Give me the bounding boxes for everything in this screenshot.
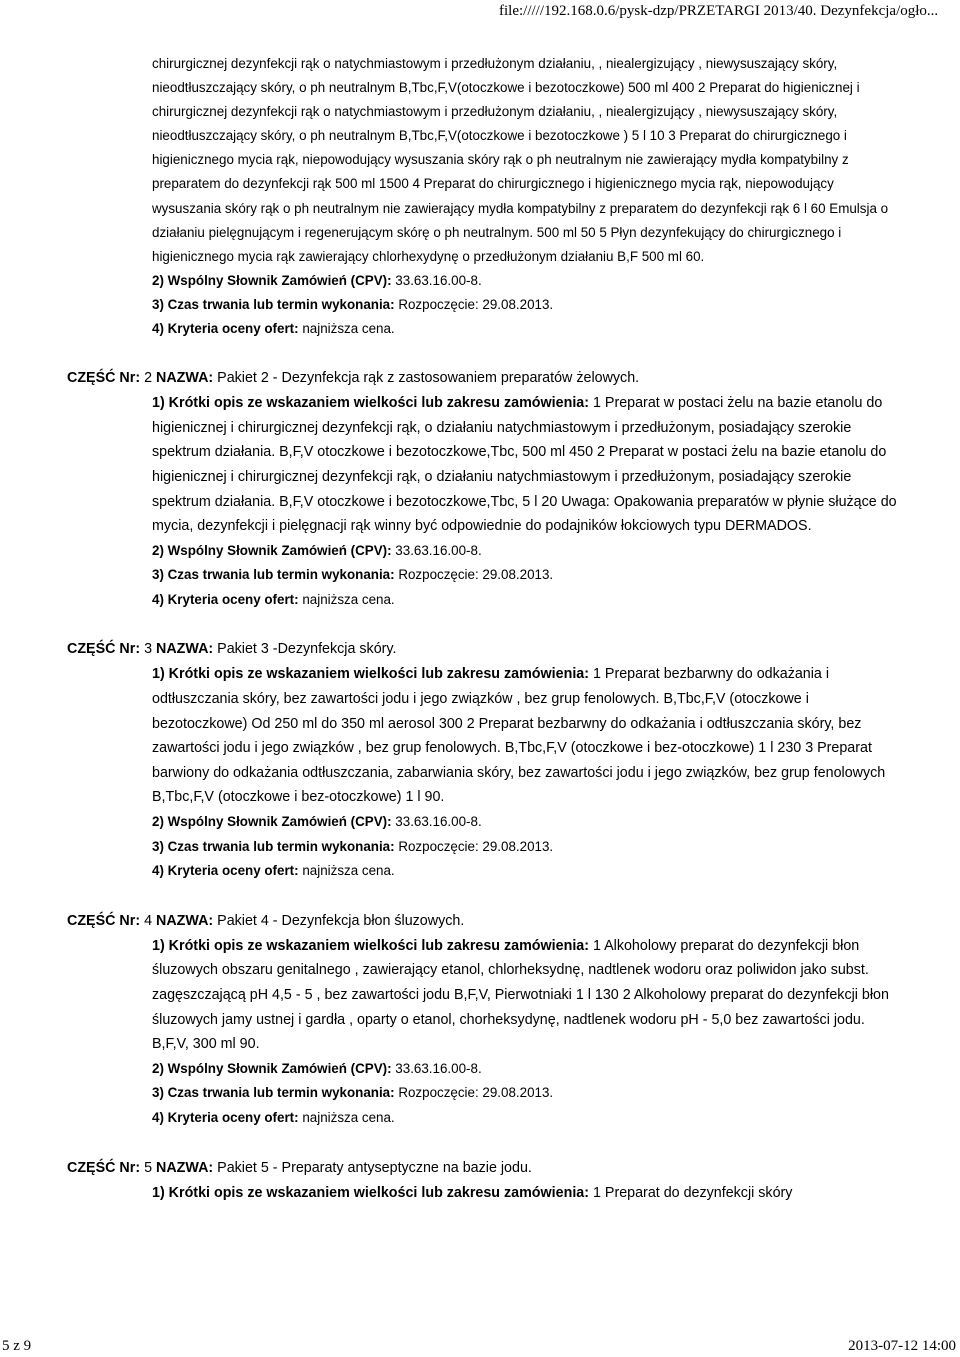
- time-line: [152, 1081, 960, 1106]
- criteria-label: 4) Kryteria oceny ofert:: [152, 1109, 299, 1125]
- cpv-label: 2) Wspólny Słownik Zamówień (CPV):: [152, 542, 392, 558]
- part-number: 3: [144, 641, 153, 658]
- time-label: 3) Czas trwania lub termin wykonania:: [152, 296, 395, 312]
- part-number: 4: [144, 912, 153, 929]
- cpv-label: 2) Wspólny Słownik Zamówień (CPV):: [152, 814, 392, 830]
- criteria-label: 4) Kryteria oceny ofert:: [152, 863, 299, 879]
- cpv-value: 33.63.16.00-8.: [395, 272, 482, 288]
- name-label: NAZWA:: [156, 641, 214, 658]
- name-label: NAZWA:: [156, 912, 214, 929]
- time-value: Rozpoczęcie: 29.08.2013.: [398, 1085, 554, 1101]
- time-label: 3) Czas trwania lub termin wykonania:: [152, 1085, 395, 1101]
- part-label: CZĘŚĆ Nr:: [67, 912, 141, 929]
- page-number: 5 z 9: [2, 1338, 32, 1354]
- desc-label: 1) Krótki opis ze wskazaniem wielkości lub zakresu zamówienia:: [152, 395, 589, 412]
- print-datetime: 2013-07-12 14:00: [848, 1338, 956, 1354]
- part-description: [152, 662, 900, 810]
- criteria-value: najniższa cena.: [302, 1109, 395, 1125]
- criteria-value: najniższa cena.: [302, 863, 395, 879]
- desc-label: 1) Krótki opis ze wskazaniem wielkości lub zakresu zamówienia:: [152, 666, 589, 683]
- part-5: [0, 1156, 960, 1206]
- desc-text: 1 Preparat bezbarwny do odkażania i odtłuszczania skóry, bez zawartości jodu i jego związków , bez grup fenolowych. B,Tbc,F,V (otoczkowe i bezotoczkowe) Od 250 ml do 350 ml aerosol 300 2 Preparat bezbarwny do odkażania i odtłuszczania skóry, bez zawartości jodu i jego związków , bez grup fenolowych. B,Tbc,F,V (otoczkowe i bez-otoczkowe) 1 l 230 3 Preparat barwiony do odkażania odtłuszczania, zabarwiania skóry, bez zawartości jodu i jego związków, bez grup fenolowych B,Tbc,F,V (otoczkowe i bez-otoczkowe) 1 l 90.: [152, 666, 886, 806]
- cpv-label: 2) Wspólny Słownik Zamówień (CPV):: [152, 272, 392, 288]
- desc-label: 1) Krótki opis ze wskazaniem wielkości lub zakresu zamówienia:: [152, 1184, 589, 1201]
- part-name: Pakiet 2 - Dezynfekcja rąk z zastosowaniem preparatów żelowych.: [217, 370, 640, 387]
- part-heading: [67, 366, 960, 391]
- time-label: 3) Czas trwania lub termin wykonania:: [152, 838, 395, 854]
- desc-label: 1) Krótki opis ze wskazaniem wielkości lub zakresu zamówienia:: [152, 937, 589, 954]
- time-value: Rozpoczęcie: 29.08.2013.: [398, 838, 554, 854]
- criteria-label: 4) Kryteria oceny ofert:: [152, 591, 299, 607]
- criteria-line: [152, 859, 960, 884]
- desc-text: 1 Alkoholowy preparat do dezynfekcji błon śluzowych obszaru genitalnego , zawierający etanol, chlorheksydnę, nadtlenek wodoru oraz poliwidon jako subst. zagęszczającą pH 4,5 - 5 , bez zawartości jodu B,F,V, Pierwotniaki 1 l 130 2 Alkoholowy preparat do dezynfekcji błon śluzowych jamy ustnej i gardła , oparty o etanol, chorheksydynę, nadtlenek wodoru pH - 5,0 bez zawartości jodu. B,F,V, 300 ml 90.: [152, 937, 889, 1053]
- time-value: Rozpoczęcie: 29.08.2013.: [398, 567, 554, 583]
- part-label: CZĘŚĆ Nr:: [67, 370, 141, 387]
- cpv-value: 33.63.16.00-8.: [395, 814, 482, 830]
- part-heading: [67, 1156, 960, 1181]
- part-name: Pakiet 5 - Preparaty antyseptyczne na bazie jodu.: [217, 1159, 532, 1176]
- part-number: 5: [144, 1159, 153, 1176]
- part-heading: [67, 909, 960, 934]
- part-description: [152, 1181, 900, 1206]
- criteria-line: [152, 588, 960, 613]
- name-label: NAZWA:: [156, 370, 214, 387]
- file-url-header: file://///192.168.0.6/pysk-dzp/PRZETARGI 2013/40. Dezynfekcja/ogło...: [499, 3, 939, 19]
- document-body: [0, 52, 960, 1205]
- part-name: Pakiet 3 -Dezynfekcja skóry.: [217, 641, 397, 658]
- cpv-value: 33.63.16.00-8.: [395, 1060, 482, 1076]
- part-description: [152, 391, 900, 539]
- part-number: 2: [144, 370, 153, 387]
- criteria-value: najniższa cena.: [302, 591, 395, 607]
- cpv-value: 33.63.16.00-8.: [395, 542, 482, 558]
- part-label: CZĘŚĆ Nr:: [67, 641, 141, 658]
- criteria-label: 4) Kryteria oceny ofert:: [152, 321, 299, 337]
- desc-text: 1 Preparat do dezynfekcji skóry: [592, 1184, 793, 1201]
- name-label: NAZWA:: [156, 1159, 214, 1176]
- criteria-line: [152, 1106, 960, 1131]
- desc-text: 1 Preparat w postaci żelu na bazie etanolu do higienicznej i chirurgicznej dezynfekcji rąk, o działaniu natychmiastowym i przedłużonym, posiadający szerokie spektrum działania. B,F,V otoczkowe i bezotoczkowe,Tbc, 500 ml 450 2 Preparat w postaci żelu na bazie etanolu do higienicznej i chirurgicznej dezynfekcji rąk, o działaniu natychmiastowym i przedłużonym, posiadający szerokie spektrum działania. B,F,V otoczkowe i bezotoczkowe,Tbc, 5 l 20 Uwaga: Opakowania preparatów w płynie służące do mycia, dezynfekcji i pielęgnacji rąk winny być odpowiednie do podajników łokciowych typu DERMADOS.: [152, 395, 897, 535]
- time-line: [152, 293, 960, 317]
- part-2: [0, 366, 960, 612]
- criteria-value: najniższa cena.: [302, 321, 395, 337]
- part-name: Pakiet 4 - Dezynfekcja błon śluzowych.: [217, 912, 465, 929]
- cpv-line: [152, 269, 960, 293]
- cpv-line: [152, 1057, 960, 1082]
- part-description: [152, 934, 900, 1057]
- intro-paragraph: chirurgicznej dezynfekcji rąk o natychmiastowym i przedłużonym działaniu, , niealergizujący , niewysuszający skóry, nieodtłuszczający skóry, o ph neutralnym B,Tbc,F,V(otoczkowe i bezotoczkowe) 500 ml 400 2 Preparat do higienicznej i chirurgicznej dezynfekcji rąk o natychmiastowym i przedłużonym działaniu, , niealergizujący , niewysuszający skóry, nieodtłuszczający skóry, o ph neutralnym B,Tbc,F,V(otoczkowe i bezotoczkowe ) 5 l 10 3 Preparat do chirurgicznego i higienicznego mycia rąk, niepowodujący wysuszania skóry rąk o ph neutralnym nie zawierający mydła kompatybilny z preparatem do dezynfekcji rąk 500 ml 1500 4 Preparat do chirurgicznego i higienicznego mycia rąk, niepowodujący wysuszania skóry rąk o ph neutralnym nie zawierający mydła kompatybilny z preparatem do dezynfekcji rąk 6 l 60 Emulsja o działaniu pielęgnującym i regenerującym skórę o ph neutralnym. 500 ml 50 5 Płyn dezynfekujący do chirurgicznego i higienicznego mycia rąk zawierający chlorhexydynę o przedłużonym działaniu B,F 500 ml 60.: [152, 56, 889, 264]
- time-line: [152, 563, 960, 588]
- time-value: Rozpoczęcie: 29.08.2013.: [398, 296, 554, 312]
- time-label: 3) Czas trwania lub termin wykonania:: [152, 567, 395, 583]
- criteria-line: [152, 317, 960, 341]
- cpv-line: [152, 539, 960, 564]
- part-4: [0, 909, 960, 1131]
- cpv-label: 2) Wspólny Słownik Zamówień (CPV):: [152, 1060, 392, 1076]
- time-line: [152, 835, 960, 860]
- part-label: CZĘŚĆ Nr:: [67, 1159, 141, 1176]
- part-3: [0, 637, 960, 883]
- cpv-line: [152, 810, 960, 835]
- part-heading: [67, 637, 960, 662]
